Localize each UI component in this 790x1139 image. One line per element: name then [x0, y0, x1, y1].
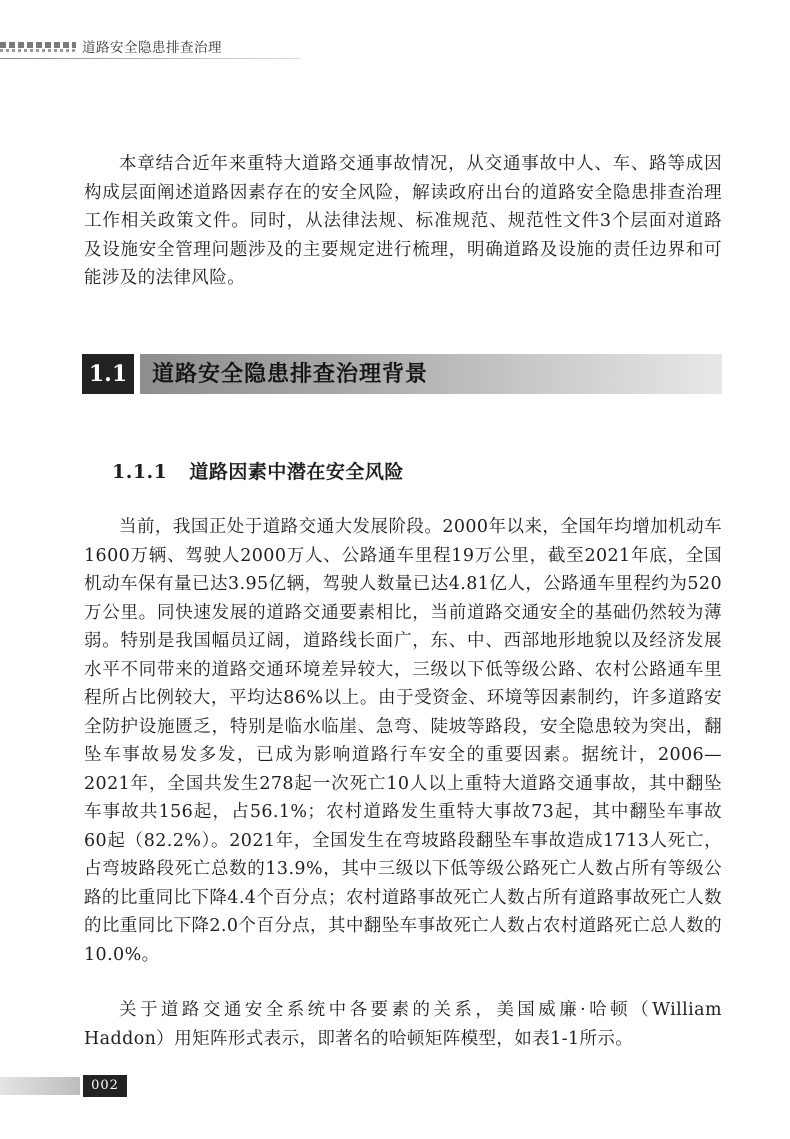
footer-decoration [0, 1077, 80, 1095]
header-dash-decoration-lower [0, 49, 76, 52]
body-paragraph-2: 关于道路交通安全系统中各要素的关系，美国威廉·哈顿（William Haddon）用矩阵形式表示，即著名的哈顿矩阵模型，如表1-1所示。 [84, 1000, 722, 1049]
header-dash-decoration [0, 42, 76, 48]
header-rule [0, 58, 300, 59]
subsection-heading [112, 457, 404, 484]
page-number: 002 [83, 1075, 127, 1097]
intro-paragraph: 本章结合近年来重特大道路交通事故情况，从交通事故中人、车、路等成因构成层面阐述道路因素存在的安全风险，解读政府出台的道路安全隐患排查治理工作相关政策文件。同时，从法律法规、标准规范、规范性文件3个层面对道路及设施安全管理问题涉及的主要规定进行梳理，明确道路及设施的责任边界和可能涉及的法律风险。 [84, 154, 722, 288]
subsection-title: 道路因素中潜在安全风险 [189, 461, 404, 483]
running-head [0, 32, 320, 62]
section-heading [82, 354, 722, 394]
running-title: 道路安全隐患排查治理 [82, 40, 222, 56]
section-title: 道路安全隐患排查治理背景 [152, 361, 429, 387]
subsection-number: 1.1.1 [112, 461, 168, 483]
body-paragraph-1: 当前，我国正处于道路交通大发展阶段。2000年以来，全国年均增加机动车1600万辆、驾驶人2000万人、公路通车里程19万公里，截至2021年底，全国机动车保有量已达3.95亿辆，驾驶人数量已达4.81亿人，公路通车里程约为520万公里。同快速发展的道路交通要素相比，当前道路交通安全的基础仍然较为薄弱。特别是我国幅员辽阔，道路线长面广，东、中、西部地形地貌以及经济发展水平不同带来的道路交通环境差异较大，三级以下低等级公路、农村公路通车里程所占比例较大，平均达86%以上。由于受资金、环境等因素制约，许多道路安全防护设施匮乏，特别是临水临崖、急弯、陡坡等路段，安全隐患较为突出，翻坠车事故易发多发，已成为影响道路行车安全的重要因素。据统计，2006—2021年，全国共发生278起一次死亡10人以上重特大道路交通事故，其中翻坠车事故共156起，占56.1%；农村道路发生重特大事故73起，其中翻坠车事故60起（82.2%）。2021年，全国发生在弯坡路段翻坠车事故造成1713人死亡，占弯坡路段死亡总数的13.9%，其中三级以下低等级公路死亡人数占所有等级公路的比重同比下降4.4个百分点；农村道路事故死亡人数占所有道路事故死亡人数的比重同比下降2.0个百分点，其中翻坠车事故死亡人数占农村道路死亡总人数的10.0%。 [84, 517, 722, 965]
section-number: 1.1 [82, 354, 134, 394]
page-footer [0, 1075, 140, 1097]
